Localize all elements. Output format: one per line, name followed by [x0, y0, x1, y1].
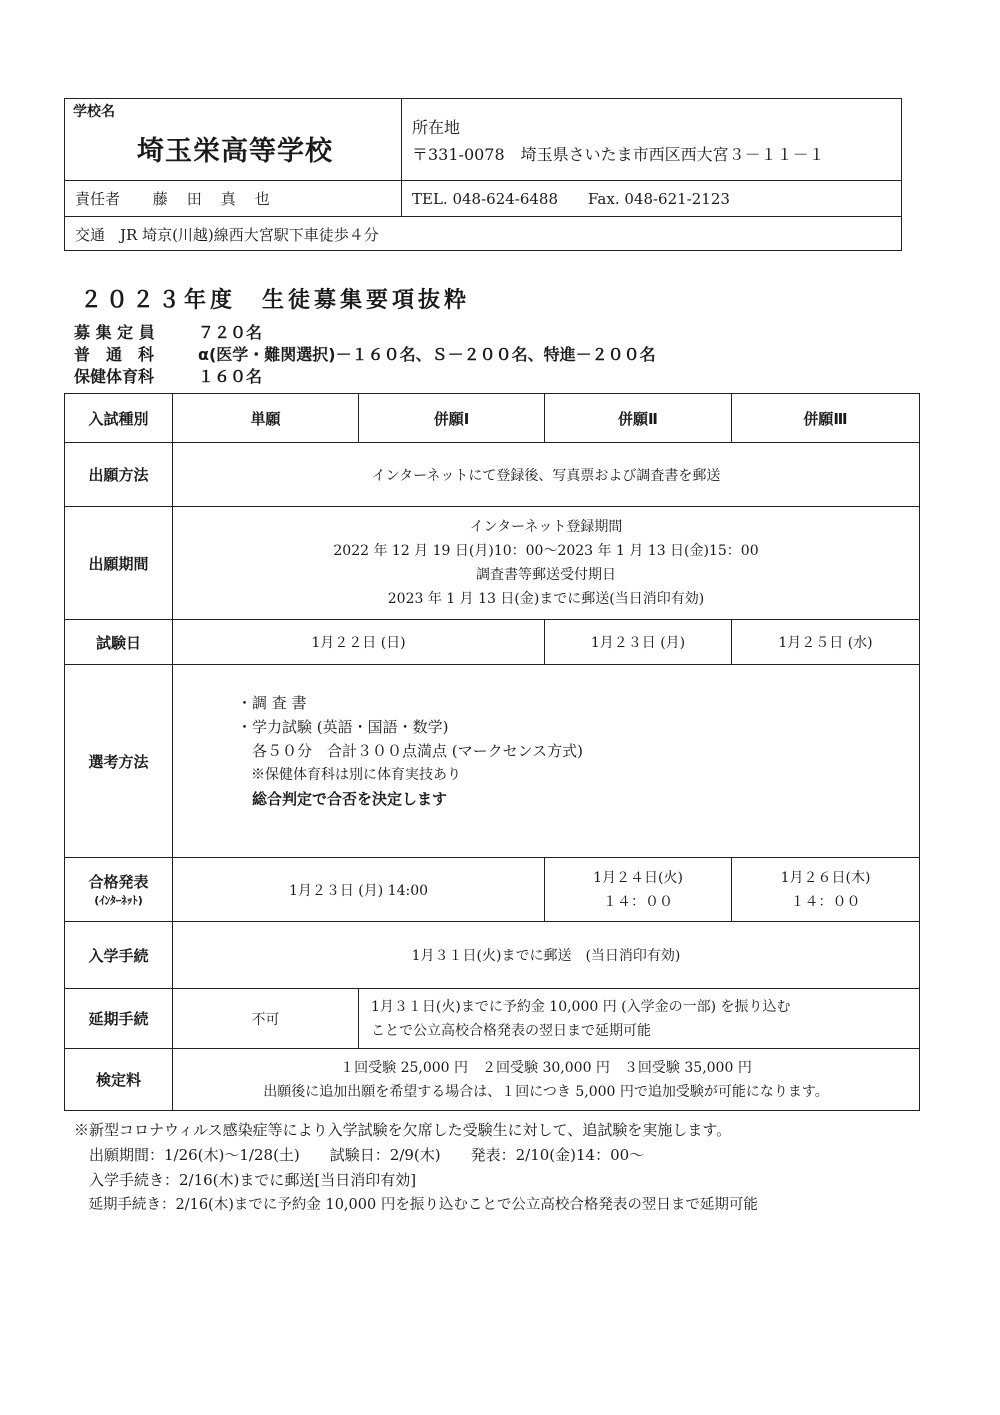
row-label	[65, 858, 173, 922]
exam-date: 1月２３日 (月)	[545, 620, 732, 665]
row-label: 検定料	[65, 1049, 173, 1111]
quota-general	[74, 344, 656, 366]
row-label: 試験日	[65, 620, 173, 665]
period-line: 2023 年 1 月 13 日(金)までに郵送(当日消印有効)	[387, 591, 705, 607]
fee-line: 出願後に追加出願を希望する場合は、１回につき 5,000 円で追加受験が可能になります。	[263, 1083, 829, 1100]
selection-line: ※保健体育科は別に体育実技あり	[237, 767, 461, 783]
row-label: 出願期間	[65, 507, 173, 620]
col-header: 入試種別	[65, 394, 173, 443]
exam-row	[65, 620, 920, 665]
address-cell	[402, 99, 902, 181]
phone-fax: TEL. 048-624-6488 Fax. 048-621-2123	[412, 190, 730, 208]
defer-single: 不可	[173, 989, 359, 1049]
school-info-table	[64, 98, 902, 251]
admission-table	[64, 393, 920, 1111]
result-time: １４：００	[790, 893, 861, 910]
page-title: ２０２３年度 生徒募集要項抜粋	[80, 288, 471, 313]
fee-line: １回受験 25,000 円 ２回受験 30,000 円 ３回受験 35,000 円	[340, 1059, 752, 1076]
method-row	[65, 443, 920, 507]
selection-line: 各５０分 合計３００点満点 (マークセンス方式)	[237, 742, 584, 760]
quota-key: 募 集 定 員	[74, 323, 155, 342]
period-line: 2022 年 12 月 19 日(月)10：00～2023 年 1 月 13 日(金)15：00	[333, 543, 759, 559]
period-value	[173, 507, 920, 620]
principal-name: 藤 田 真 也	[152, 190, 272, 208]
quota-key: 普 通 科	[74, 345, 155, 364]
note-line: 入学手続き：2/16(木)までに郵送[当日消印有効]	[74, 1171, 417, 1189]
quota-pe	[74, 366, 656, 388]
defer-row	[65, 989, 920, 1049]
note-line: 延期手続き：2/16(木)までに予約金 10,000 円を振り込むことで公立高校合格発表の翌日まで延期可能	[74, 1197, 758, 1213]
result-row	[65, 858, 920, 922]
exam-date: 1月２５日 (水)	[732, 620, 920, 665]
access-cell	[65, 217, 902, 251]
address: 〒331-0078 埼玉県さいたま市西区西大宮３－１１－１	[412, 145, 825, 164]
period-line: インターネット登録期間	[469, 519, 623, 535]
address-label: 所在地	[412, 118, 461, 137]
school-name-label: 学校名	[73, 104, 115, 120]
fee-row	[65, 1049, 920, 1111]
quota-value: １６０名	[198, 367, 263, 386]
selection-row	[65, 665, 920, 858]
col-header: 併願Ⅱ	[545, 394, 732, 443]
exam-date: 1月２２日 (日)	[173, 620, 545, 665]
defer-line: ことで公立高校合格発表の翌日まで延期可能	[371, 1022, 651, 1039]
quota-value: ７２０名	[198, 323, 263, 342]
selection-line: 総合判定で合否を決定します	[237, 790, 448, 808]
defer-line: 1月３１日(火)までに予約金 10,000 円 (入学金の一部) を振り込む	[371, 998, 791, 1015]
header-row	[65, 394, 920, 443]
period-row	[65, 507, 920, 620]
school-name: 埼玉栄高等学校	[137, 136, 333, 167]
defer-value	[359, 989, 920, 1049]
row-label: 出願方法	[65, 443, 173, 507]
method-value: インターネットにて登録後、写真票および調査書を郵送	[173, 443, 920, 507]
principal-label: 責任者	[75, 190, 121, 208]
row-label: 入学手続	[65, 922, 173, 989]
period-line: 調査書等郵送受付期日	[476, 567, 616, 583]
col-header: 併願Ⅰ	[359, 394, 545, 443]
fee-value	[173, 1049, 920, 1111]
result-cell	[545, 858, 732, 922]
row-label: 延期手続	[65, 989, 173, 1049]
result-date: 1月２４日(火)	[593, 869, 683, 886]
note-line: ※新型コロナウィルス感染症等により入学試験を欠席した受験生に対して、追試験を実施します。	[74, 1121, 732, 1139]
note-line: 出願期間：1/26(木)～1/28(土) 試験日：2/9(木) 発表：2/10(金)14：00～	[74, 1146, 645, 1164]
quota-value: α(医学・難関選択)－１６０名、Ｓ－２００名、特進－２００名	[198, 345, 656, 364]
result-cell	[732, 858, 920, 922]
notes	[74, 1118, 758, 1218]
access: 交通 JR 埼京(川越)線西大宮駅下車徒歩４分	[75, 226, 379, 244]
selection-line: ・調 査 書	[237, 694, 307, 712]
result-date: 1月２３日 (月) 14:00	[173, 858, 545, 922]
selection-value	[173, 665, 920, 858]
quota-key: 保健体育科	[74, 367, 155, 386]
enroll-row	[65, 922, 920, 989]
enroll-value: 1月３１日(火)までに郵送 (当日消印有効)	[173, 922, 920, 989]
principal-cell	[65, 181, 402, 217]
col-header: 単願	[173, 394, 359, 443]
quota-total	[74, 322, 656, 344]
selection-line: ・学力試験 (英語・国語・数学)	[237, 718, 449, 736]
school-name-cell	[65, 99, 402, 181]
result-time: １４：００	[603, 893, 673, 910]
result-label: 合格発表	[88, 873, 149, 891]
result-sublabel: (ｲﾝﾀｰﾈｯﾄ)	[94, 894, 143, 907]
result-date: 1月２６日(木)	[780, 869, 871, 886]
col-header: 併願Ⅲ	[732, 394, 920, 443]
phone-cell	[402, 181, 902, 217]
quota-list	[74, 322, 656, 388]
row-label: 選考方法	[65, 665, 173, 858]
